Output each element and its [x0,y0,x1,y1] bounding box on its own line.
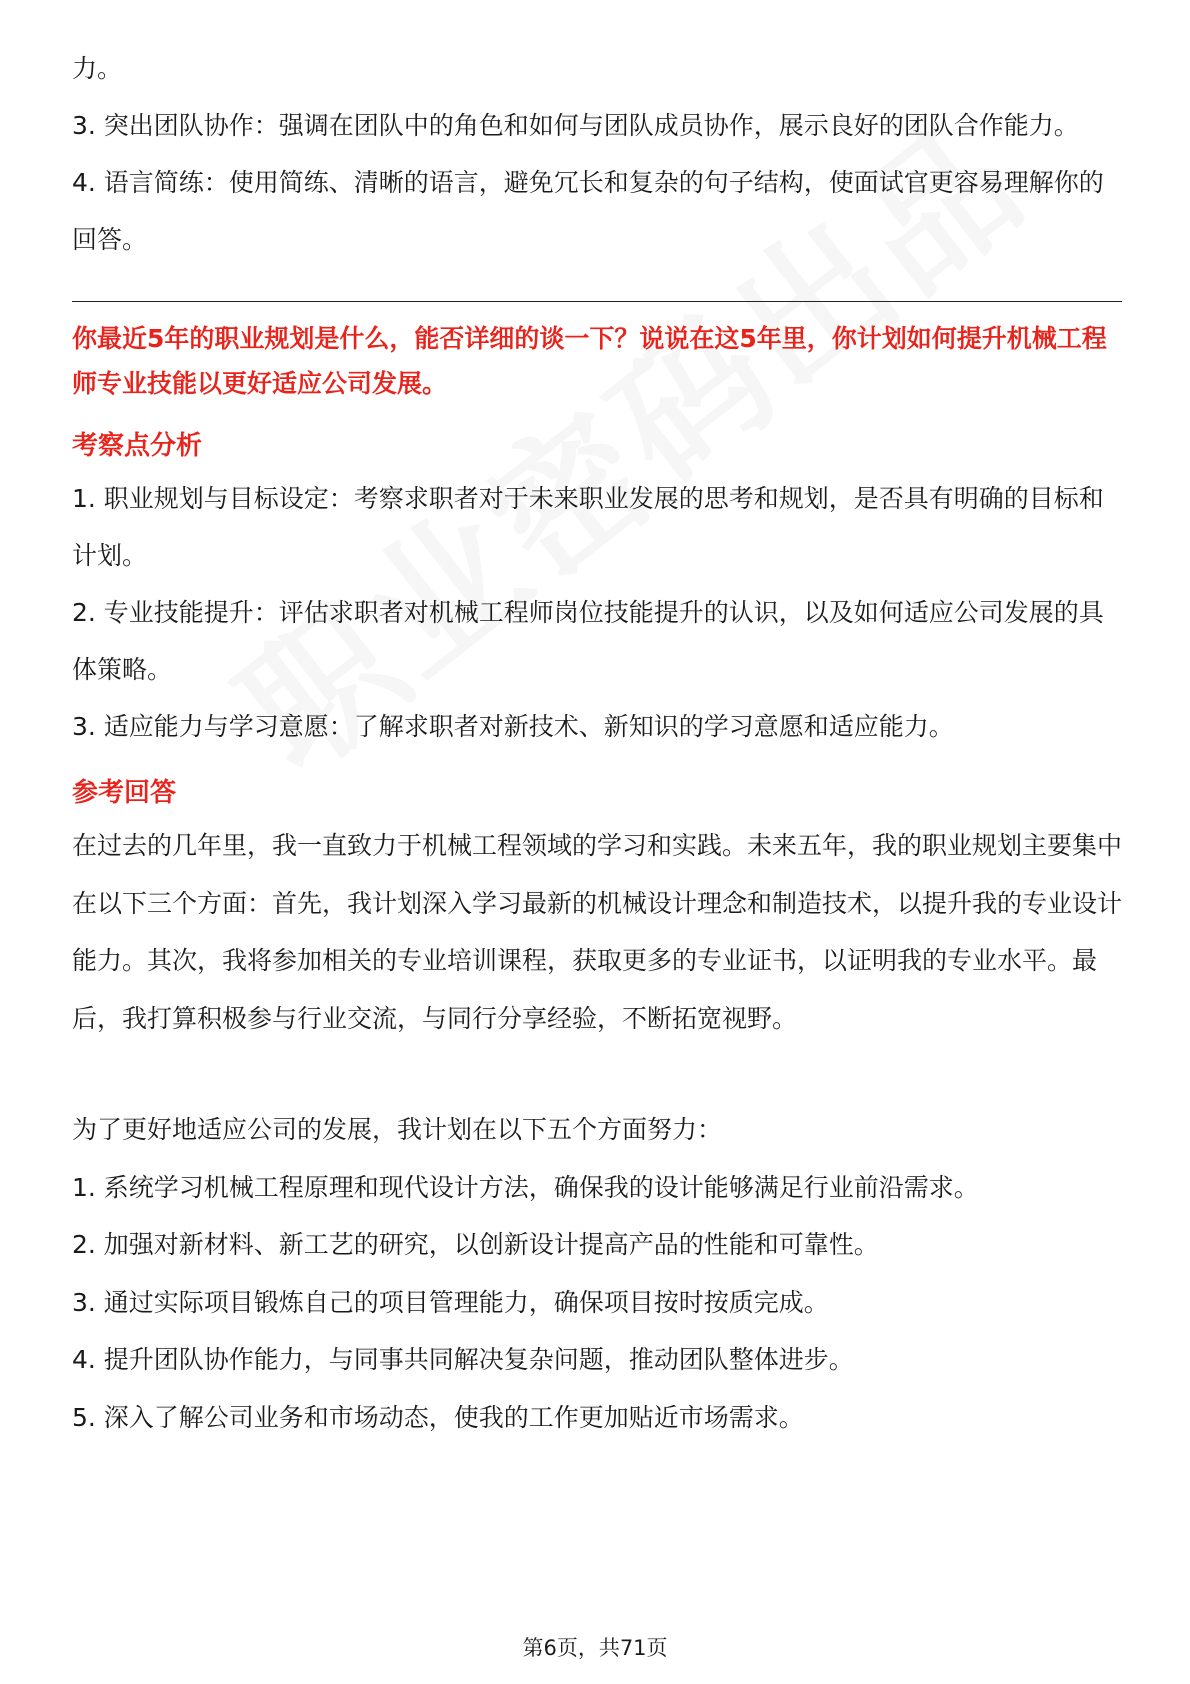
answer-list-item: 3. 通过实际项目锻炼自己的项目管理能力，确保项目按时按质完成。 [72,1287,829,1317]
question-title: 你最近5年的职业规划是什么，能否详细的谈一下？说说在这5年里，你计划如何提升机械工程师专业技能以更好适应公司发展。 [72,324,1107,398]
answer-paragraph: 为了更好地适应公司的发展，我计划在以下五个方面努力： [72,1115,723,1144]
answer-paragraph: 在过去的几年里，我一直致力于机械工程领域的学习和实践。未来五年，我的职业规划主要集中在以下三个方面：首先，我计划深入学习最新的机械设计理念和制造技术，以提升我的专业设计能力。其次，我将参加相关的专业培训课程，获取更多的专业证书，以证明我的专业水平。最后，我打算积极参与行业交流，与同行分享经验，不断拓宽视野。 [72,831,1123,1033]
document-page [72,40,1122,1446]
answer-list-item: 4. 提升团队协作能力，与同事共同解决复杂问题，推动团队整体进步。 [72,1345,854,1374]
answer-list-item: 5. 深入了解公司业务和市场动态，使我的工作更加贴近市场需求。 [72,1402,804,1432]
blank-line [72,1047,1122,1101]
analysis-item: 3. 适应能力与学习意愿：了解求职者对新技术、新知识的学习意愿和适应能力。 [72,712,954,741]
answer-heading: 参考回答 [72,778,177,808]
analysis-item: 1. 职业规划与目标设定：考察求职者对于未来职业发展的思考和规划，是否具有明确的目标和计划。 [72,484,1104,570]
list-item: 3. 突出团队协作：强调在团队中的角色和如何与团队成员协作，展示良好的团队合作能力。 [72,111,1079,140]
answer-list-item: 2. 加强对新材料、新工艺的研究，以创新设计提高产品的性能和可靠性。 [72,1230,879,1259]
section-divider [72,301,1122,302]
analysis-heading: 考察点分析 [72,431,203,461]
page-number: 第6页，共71页 [522,1636,668,1660]
list-item: 4. 语言简练：使用简练、清晰的语言，避免冗长和复杂的句子结构，使面试官更容易理解你的回答。 [72,168,1104,254]
analysis-item: 2. 专业技能提升：评估求职者对机械工程师岗位技能提升的认识，以及如何适应公司发展的具体策略。 [72,598,1104,684]
text-line: 力。 [72,54,123,83]
answer-list-item: 1. 系统学习机械工程原理和现代设计方法，确保我的设计能够满足行业前沿需求。 [72,1172,979,1202]
